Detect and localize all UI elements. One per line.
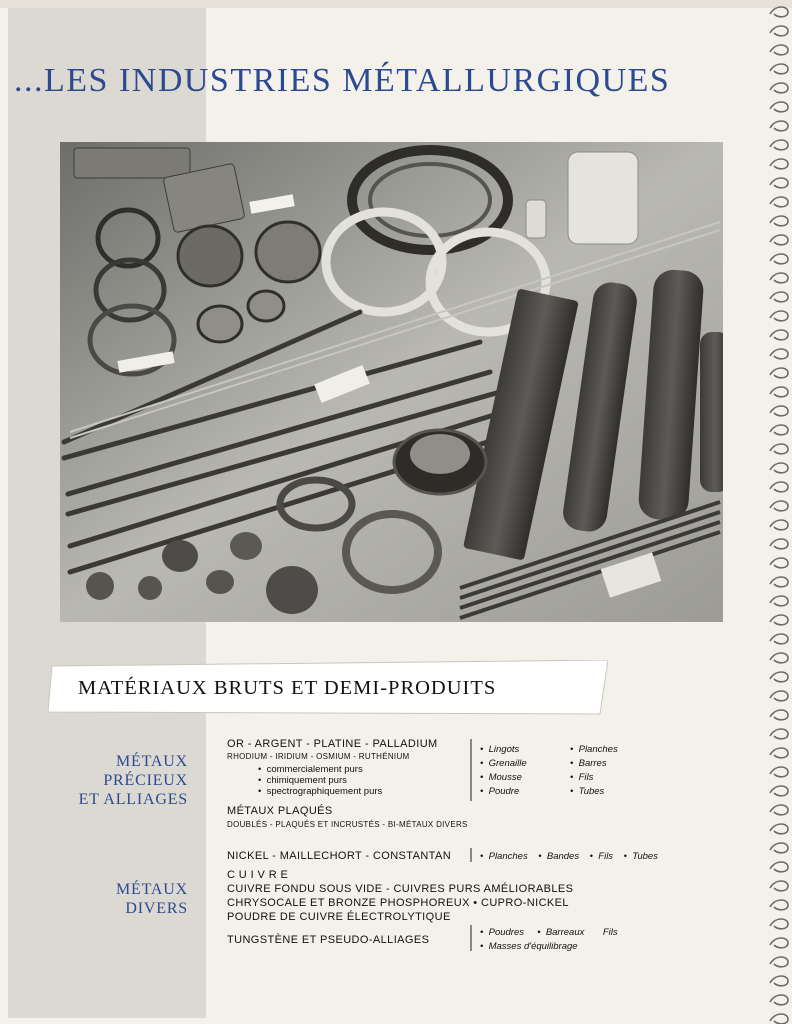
spiral-coil xyxy=(770,862,788,872)
category-line: MÉTAUX xyxy=(116,881,188,898)
category-line: PRÉCIEUX xyxy=(103,772,188,789)
category-line: DIVERS xyxy=(125,900,188,917)
platinum-group-list: RHODIUM - IRIDIUM - OSMIUM - RUTHÉNIUM xyxy=(227,752,410,761)
spiral-coil xyxy=(770,444,788,454)
spiral-coil xyxy=(770,805,788,815)
spiral-coil xyxy=(770,292,788,302)
ingot-1 xyxy=(74,148,190,178)
column-divider xyxy=(470,739,472,801)
category-precious-metals xyxy=(79,752,188,809)
spool-1 xyxy=(178,226,242,286)
plated-metals-list: DOUBLÉS - PLAQUÉS ET INCRUSTÉS - BI-MÉTAUX DIVERS xyxy=(227,820,468,829)
forms-column-1: • Lingots • Grenaille • Mousse • Poudre xyxy=(480,744,527,797)
spiral-coil xyxy=(770,463,788,473)
spiral-coil xyxy=(770,7,788,17)
tungsten-alloys: TUNGSTÈNE ET PSEUDO-ALLIAGES xyxy=(227,934,430,946)
purity-item: • commercialement purs xyxy=(258,764,363,775)
spiral-coil xyxy=(770,539,788,549)
spiral-coil xyxy=(770,824,788,834)
page-title: ...LES INDUSTRIES MÉTALLURGIQUES xyxy=(14,62,671,99)
spiral-coil xyxy=(770,235,788,245)
metal-disc xyxy=(266,566,318,614)
spiral-coil xyxy=(770,900,788,910)
spiral-coil xyxy=(770,159,788,169)
spiral-coil xyxy=(770,406,788,416)
spiral-coil xyxy=(770,748,788,758)
spiral-coil xyxy=(770,729,788,739)
spiral-coil xyxy=(770,254,788,264)
spiral-coil xyxy=(770,83,788,93)
spool-2 xyxy=(256,222,320,282)
spiral-coil xyxy=(770,919,788,929)
spiral-coil xyxy=(770,501,788,511)
spiral-coil xyxy=(770,843,788,853)
precious-metals-list: OR - ARGENT - PLATINE - PALLADIUM xyxy=(227,738,438,750)
spiral-coil xyxy=(770,558,788,568)
spiral-coil xyxy=(770,311,788,321)
spiral-coil xyxy=(770,26,788,36)
spiral-coil xyxy=(770,273,788,283)
column-divider xyxy=(470,848,472,862)
copper-line: CHRYSOCALE ET BRONZE PHOSPHOREUX • CUPRO-NICKEL xyxy=(227,897,569,909)
spiral-coil xyxy=(770,957,788,967)
copper-title: C U I V R E xyxy=(227,869,289,881)
spiral-coil xyxy=(770,45,788,55)
copper-line: POUDRE DE CUIVRE ÉLECTROLYTIQUE xyxy=(227,911,451,923)
spiral-coil xyxy=(770,995,788,1005)
spiral-coil xyxy=(770,330,788,340)
spiral-coil xyxy=(770,653,788,663)
spiral-coil xyxy=(770,691,788,701)
spiral-coil xyxy=(770,672,788,682)
purity-item: • spectrographiquement purs xyxy=(258,786,383,797)
spiral-coil xyxy=(770,349,788,359)
nickel-alloys: NICKEL - MAILLECHORT - CONSTANTAN xyxy=(227,850,452,862)
spiral-coil xyxy=(770,938,788,948)
tungsten-forms: • Poudres • Barreaux Fils xyxy=(480,927,618,938)
spiral-coil xyxy=(770,767,788,777)
spiral-coil xyxy=(770,121,788,131)
section-heading: MATÉRIAUX BRUTS ET DEMI-PRODUITS xyxy=(78,677,497,699)
column-divider xyxy=(470,925,472,951)
spiral-coil xyxy=(770,368,788,378)
spiral-coil xyxy=(770,976,788,986)
product-photo xyxy=(60,142,723,622)
powder-jar xyxy=(568,152,638,244)
spiral-coil xyxy=(770,482,788,492)
forms-column-2: • Planches • Barres • Fils • Tubes xyxy=(570,744,618,797)
metal-products-photo xyxy=(60,142,723,622)
nickel-forms: • Planches • Bandes • Fils • Tubes xyxy=(480,851,658,862)
page-top-edge xyxy=(0,0,792,8)
category-line: MÉTAUX xyxy=(116,753,188,770)
spiral-coil xyxy=(770,425,788,435)
spiral-coil xyxy=(770,140,788,150)
spiral-coil xyxy=(770,615,788,625)
spiral-coil xyxy=(770,102,788,112)
spiral-coil xyxy=(770,197,788,207)
spiral-coil xyxy=(770,520,788,530)
category-line: ET ALLIAGES xyxy=(78,791,188,808)
plated-metals-title: MÉTAUX PLAQUÉS xyxy=(227,805,333,817)
spiral-binding xyxy=(766,0,792,1024)
category-various-metals xyxy=(116,880,188,918)
spiral-coil xyxy=(770,786,788,796)
spiral-coil xyxy=(770,178,788,188)
spiral-coil xyxy=(770,634,788,644)
spiral-coil xyxy=(770,710,788,720)
spiral-coil xyxy=(770,881,788,891)
spiral-coil xyxy=(770,596,788,606)
purity-item: • chimiquement purs xyxy=(258,775,347,786)
spiral-coil xyxy=(770,64,788,74)
tungsten-forms-2: • Masses d'équilibrage xyxy=(480,941,578,952)
copper-line: CUIVRE FONDU SOUS VIDE - CUIVRES PURS AMÉLIORABLES xyxy=(227,883,574,895)
spiral-coil xyxy=(770,387,788,397)
spiral-coil xyxy=(770,577,788,587)
spiral-coil xyxy=(770,1014,788,1024)
spiral-coil xyxy=(770,216,788,226)
